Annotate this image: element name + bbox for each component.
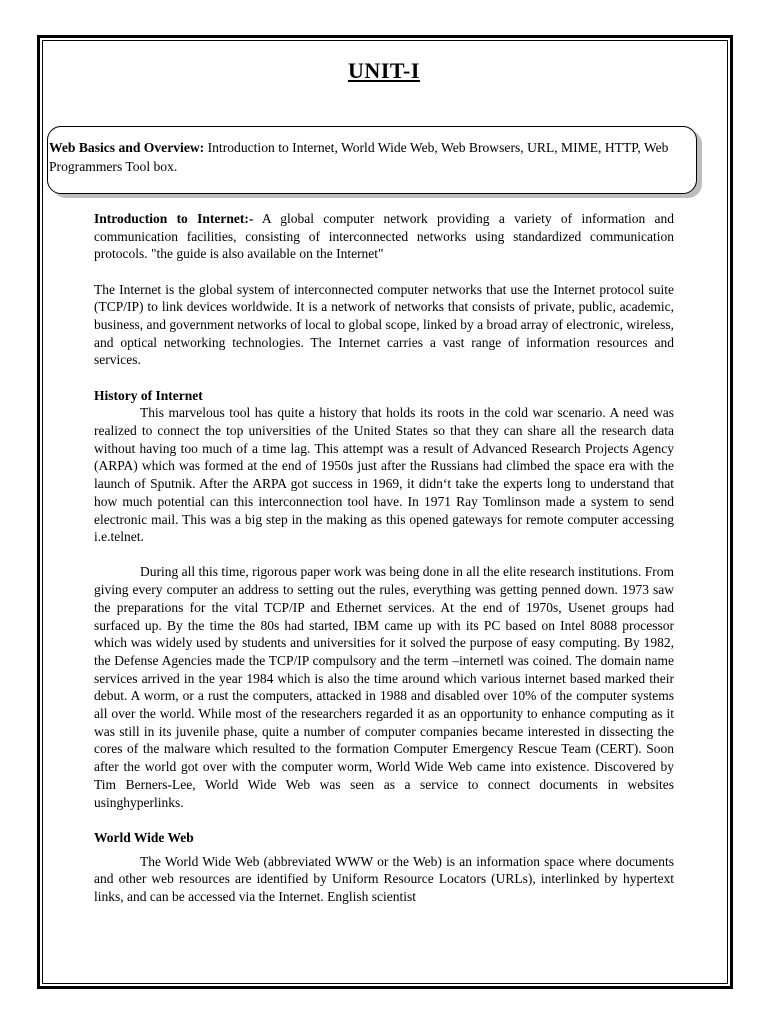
overview-text xyxy=(49,139,679,176)
history-heading: History of Internet xyxy=(94,387,203,403)
intro-text: A global computer network providing a variety of information and communication facilities, consisting of interconnected networks using standardized communication protocols. "the guide is also available on the Internet" xyxy=(94,211,674,262)
overview-topics: Introduction to Internet, World Wide Web, Web Browsers, URL, MIME, HTTP, Web Programmers Tool box. xyxy=(49,140,669,174)
intro-paragraph xyxy=(94,210,674,263)
history-paragraph-2: During all this time, rigorous paper work was being done in all the elite research institutions. From giving every computer an address to setting out the rules, everything was getting penned down. 1973 saw the preparations for the vital TCP/IP and Ethernet services. At the end of 1970s, Usenet groups had surfaced up. By the time the 80s had started, IBM came up with its PC based on Intel 8088 processor which was widely used by students and universities for it solved the purpose of easy computing. By 1982, the Defense Agencies made the TCP/IP compulsory and the term –internet‖ was coined. The domain name services arrived in the year 1984 which is also the time around which various internet based marked their debut. A worm, or a rust the computers, attacked in 1988 and disabled over 10% of the computer systems all over the world. While most of the researchers regarded it as an opportunity to enhance computing as it was still in its juvenile phase, quite a number of computer companies became interested in dissecting the cores of the malware which resulted to the formation Computer Emergency Rescue Team (CERT). Soon after the world got over with the computer worm, World Wide Web came into existence. Discovered by Tim Berners-Lee, World Wide Web was seen as a service to connect documents in websites usinghyperlinks. xyxy=(94,564,674,810)
www-paragraph: The World Wide Web (abbreviated WWW or the Web) is an information space where documents and other web resources are identified by Uniform Resource Locators (URLs), interlinked by hypertext links, and can be accessed via the Internet. English scientist xyxy=(94,853,674,904)
www-heading: World Wide Web xyxy=(94,829,194,845)
page-title: UNIT-I xyxy=(348,58,420,83)
overview-label: Web Basics and Overview: xyxy=(49,140,205,155)
internet-paragraph: The Internet is the global system of interconnected computer networks that use the Internet protocol suite (TCP/IP) to link devices worldwide. It is a network of networks that consists of private, public, academic, business, and government networks of local to global scope, linked by a broad array of electronic, wireless, and optical networking technologies. The Internet carries a vast range of information resources and services. xyxy=(94,281,674,368)
history-paragraph-1: This marvelous tool has quite a history that holds its roots in the cold war scenario. A need was realized to connect the top universities of the United States so that they can share all the research data without having too much of a time lag. This attempt was a result of Advanced Research Projects Agency (ARPA) which was formed at the end of 1950s just after the Russians had climbed the space era with the launch of Sputnik. After the ARPA got success in 1969, it didn‘t take the experts long to understand that how much potential can this interconnection tool have. In 1971 Ray Tomlinson made a system to send electronic mail. This was a big step in the making as this opened gateways for remote computer accessing i.e.telnet. xyxy=(94,405,674,545)
document-body xyxy=(94,210,674,906)
intro-label: Introduction to Internet:- xyxy=(94,211,254,226)
